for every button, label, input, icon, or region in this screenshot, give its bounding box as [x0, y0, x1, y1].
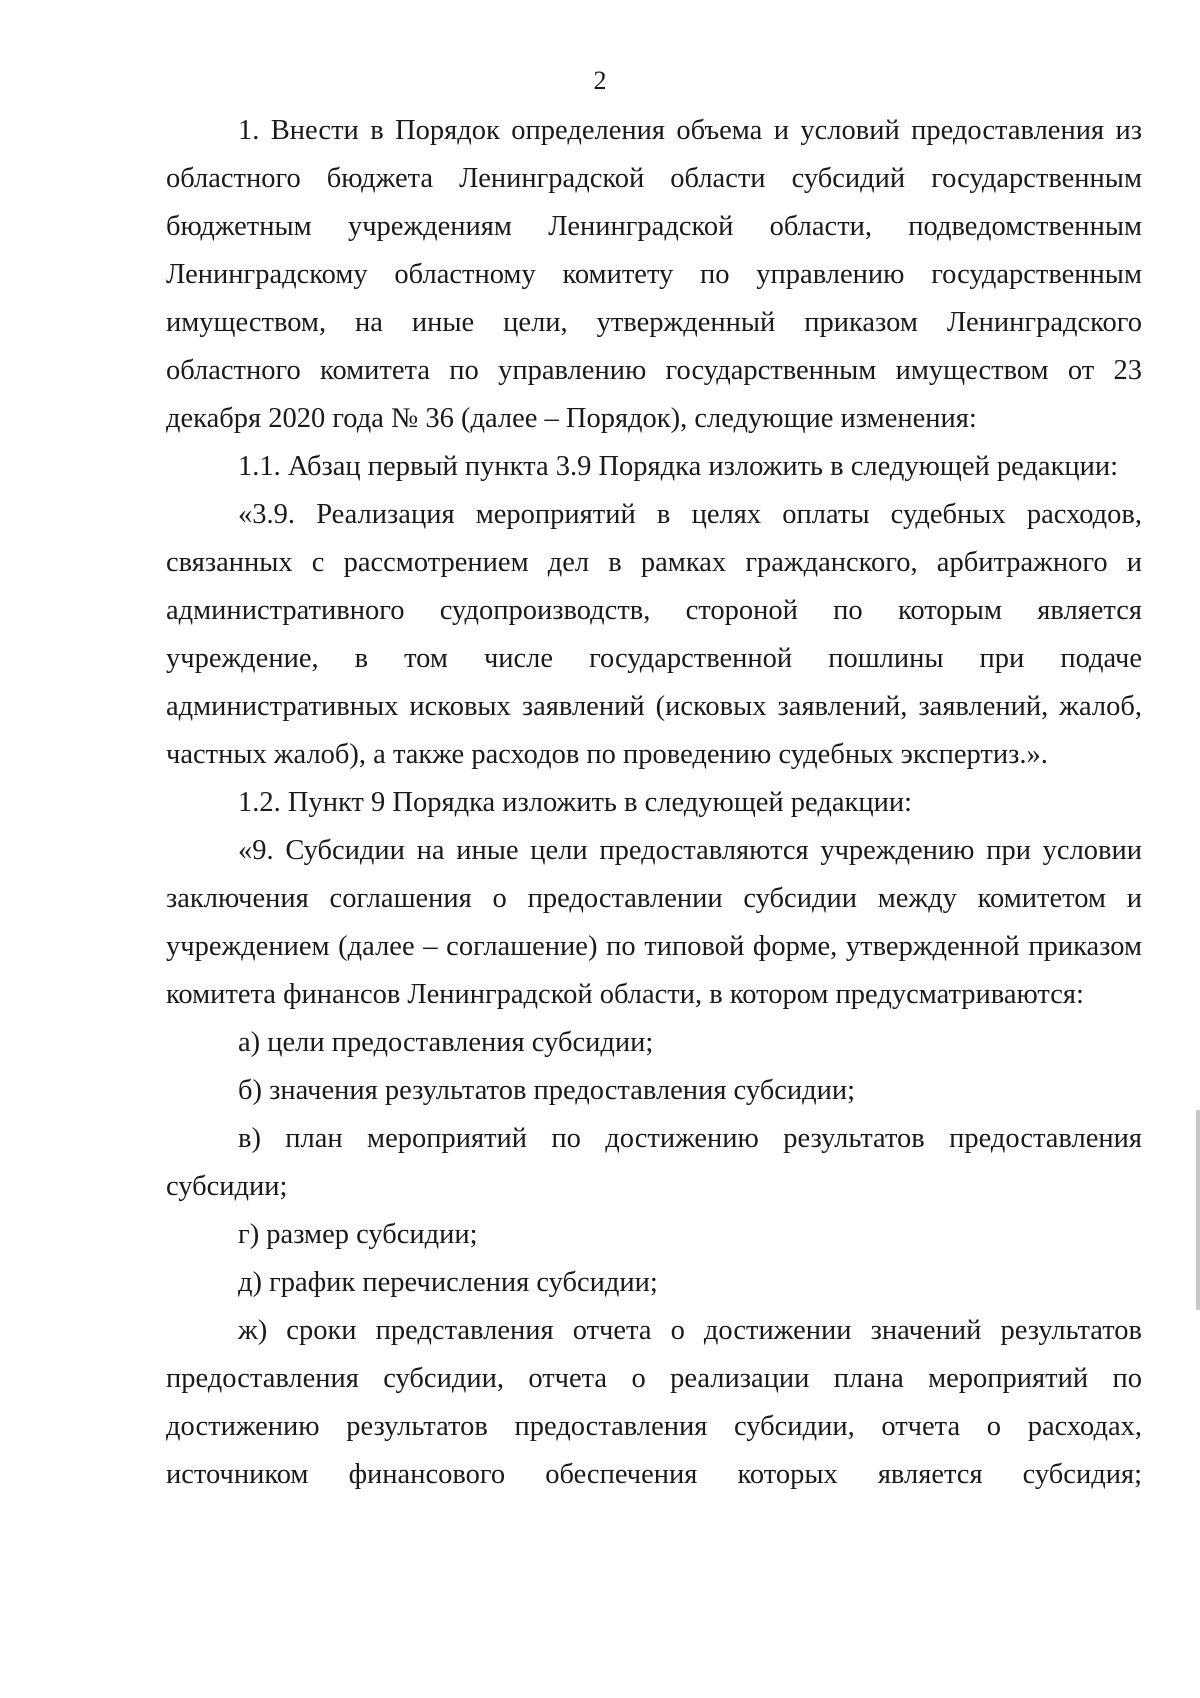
list-item-b: б) значения результатов предоставления субсидии;	[238, 1075, 856, 1106]
list-item-zh: ж) сроки представления отчета о достижении значений результатов предоставления субсидии, отчета о реализации плана мероприятий по достижению результатов предоставления субсидии, отчета о расходах, источником финансового обеспечения которых является субсидия;	[166, 1315, 1142, 1490]
list-item-d: д) график перечисления субсидии;	[238, 1267, 658, 1298]
scan-edge-mark	[1196, 1110, 1200, 1310]
paragraph-item-1-1: 1.1. Абзац первый пункта 3.9 Порядка изложить в следующей редакции:	[238, 451, 1119, 482]
paragraph-item-1-2: 1.2. Пункт 9 Порядка изложить в следующей редакции:	[238, 787, 912, 818]
paragraph-clause-9: «9. Субсидии на иные цели предоставляются учреждению при условии заключения соглашения о предоставлении субсидии между комитетом и учреждением (далее – соглашение) по типовой форме, утвержденной приказом комитета финансов Ленинградской области, в котором предусматриваются:	[166, 835, 1142, 1010]
paragraph-amendment-intro: 1. Внести в Порядок определения объема и условий предоставления из областного бюджета Ленинградской области субсидий государственным бюджетным учреждениям Ленинградской области, подведомственным Ленинградскому областному комитету по управлению государственным имуществом, на иные цели, утвержденный приказом Ленинградского областного комитета по управлению государственным имуществом от 23 декабря 2020 года № 36 (далее – Порядок), следующие изменения:	[166, 115, 1142, 434]
document-body	[166, 107, 1142, 1499]
page-number: 2	[593, 66, 607, 95]
list-item-v: в) план мероприятий по достижению результатов предоставления субсидии;	[166, 1123, 1142, 1202]
paragraph-clause-3-9: «3.9. Реализация мероприятий в целях оплаты судебных расходов, связанных с рассмотрением дел в рамках гражданского, арбитражного и административного судопроизводств, стороной по которым является учреждение, в том числе государственной пошлины при подаче административных исковых заявлений (исковых заявлений, заявлений, жалоб, частных жалоб), а также расходов по проведению судебных экспертиз.».	[166, 499, 1142, 770]
list-item-g: г) размер субсидии;	[238, 1219, 478, 1250]
list-item-a: а) цели предоставления субсидии;	[238, 1027, 654, 1058]
